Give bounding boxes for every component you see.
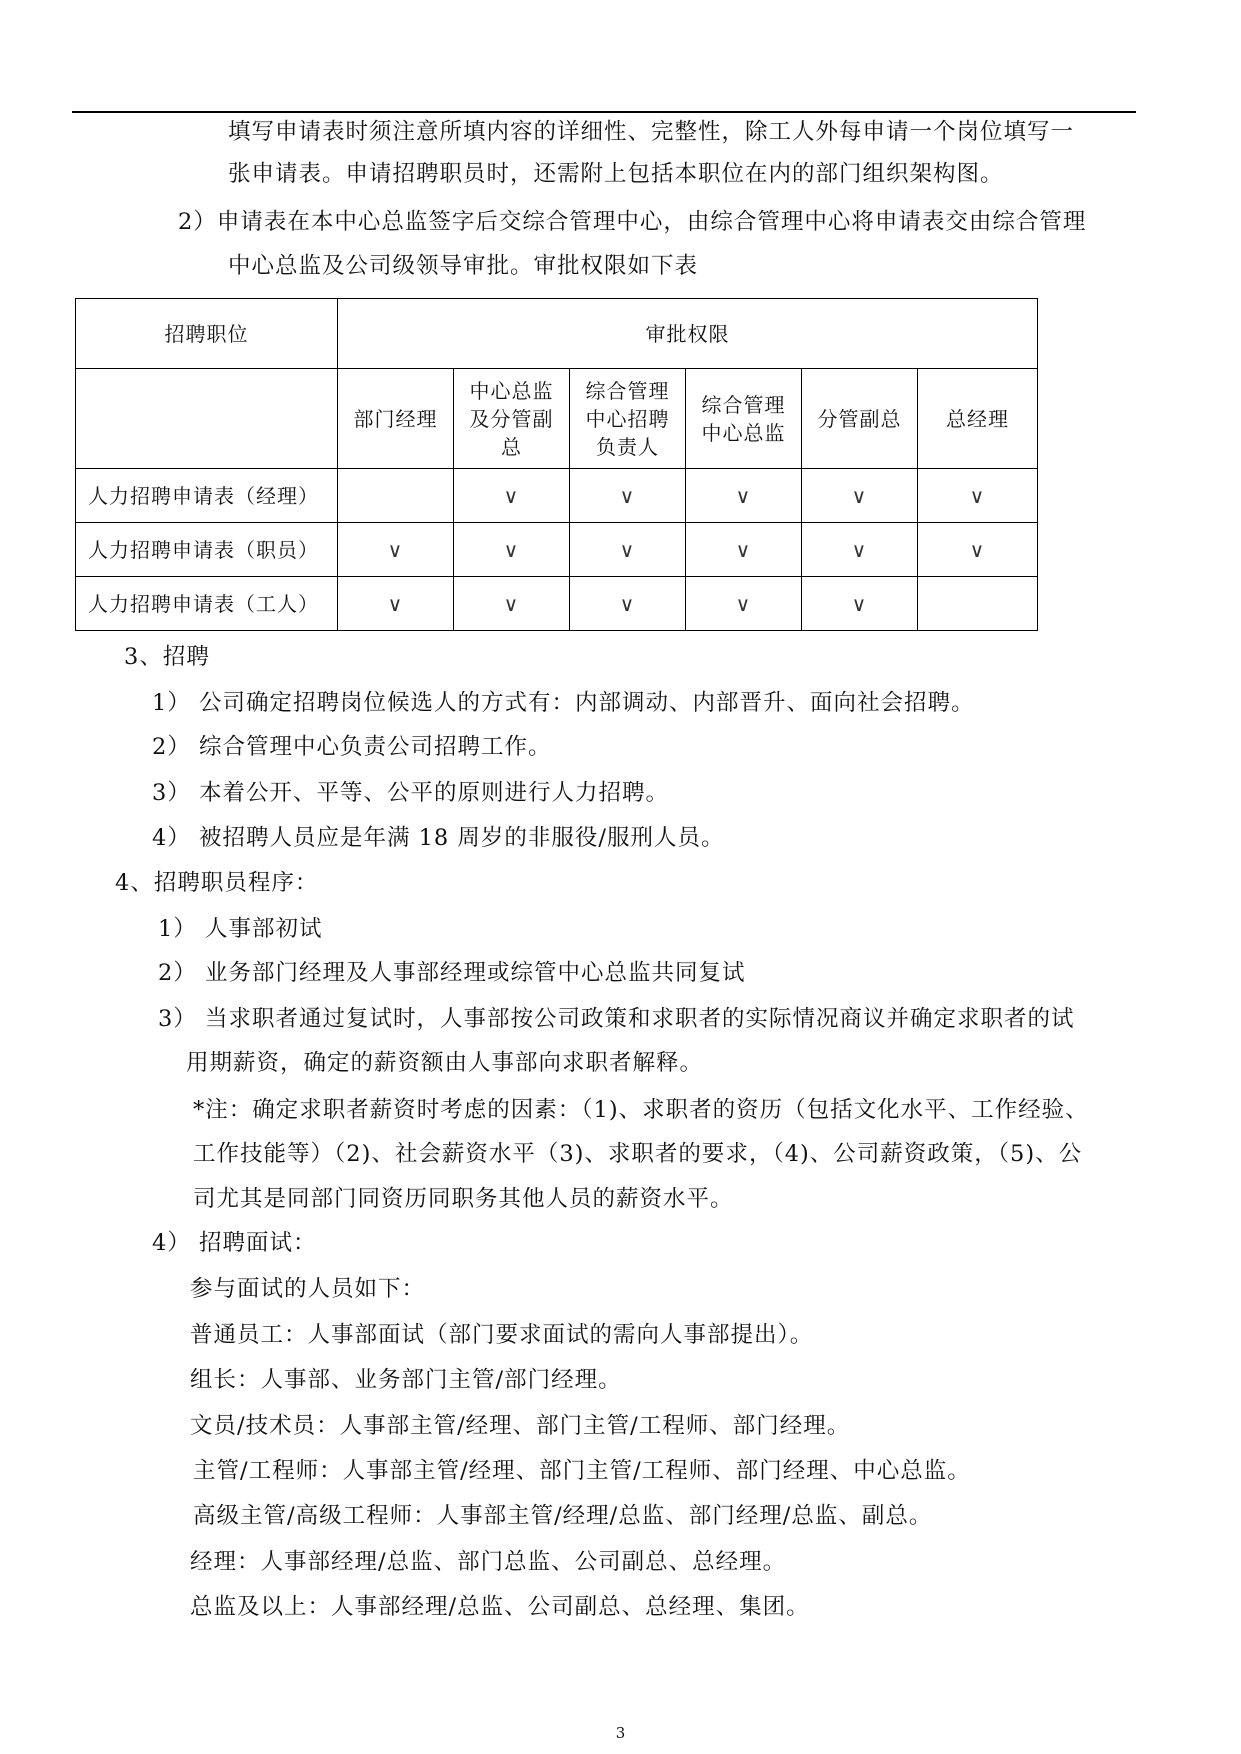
note-line: 司尤其是同部门同资历同职务其他人员的薪资水平。 [193,1186,734,1212]
approval-cell: ∨ [454,469,570,523]
row-label: 人力招聘申请表（职员） [76,523,338,577]
table-row [76,469,1038,523]
column-header: 中心总监 及分管副 总 [454,369,570,469]
page-number: 3 [615,1724,626,1742]
approval-cell: ∨ [802,469,918,523]
approval-cell: ∨ [686,577,802,631]
table-row [76,577,1038,631]
table-empty-cell [76,369,338,469]
section4-item: 4） 招聘面试： [152,1230,317,1256]
section4-item: 1） 人事部初试 [158,916,323,942]
row-label: 人力招聘申请表（经理） [76,469,338,523]
approval-cell: ∨ [686,469,802,523]
approval-cell: ∨ [918,523,1038,577]
section3-title: 3、招聘 [124,644,210,670]
column-header: 综合管理 中心总监 [686,369,802,469]
approval-cell: ∨ [570,577,686,631]
section3-item: 1） 公司确定招聘岗位候选人的方式有：内部调动、内部晋升、面向社会招聘。 [152,690,975,716]
approval-cell: ∨ [918,469,1038,523]
interview-intro: 参与面试的人员如下： [190,1276,426,1302]
p2-line1: 2）申请表在本中心总监签字后交综合管理中心，由综合管理中心将申请表交由综合管理 [178,209,1087,235]
header-rule [72,111,1136,113]
interview-line: 组长：人事部、业务部门主管/部门经理。 [190,1367,622,1393]
table-row [76,523,1038,577]
column-header: 部门经理 [338,369,454,469]
section4-title: 4、招聘职员程序： [115,870,319,896]
p1-line1: 填写申请表时须注意所填内容的详细性、完整性，除工人外每申请一个岗位填写一 [228,119,1075,145]
row-label: 人力招聘申请表（工人） [76,577,338,631]
approval-cell: ∨ [802,577,918,631]
section3-item: 2） 综合管理中心负责公司招聘工作。 [152,734,552,760]
interview-line: 总监及以上：人事部经理/总监、公司副总、总经理、集团。 [190,1594,810,1620]
approval-cell: ∨ [570,523,686,577]
approval-cell: ∨ [338,577,454,631]
table-header-position: 招聘职位 [76,299,338,369]
note-line: *注：确定求职者薪资时考虑的因素：（1)、求职者的资历（包括文化水平、工作经验、 [193,1097,1089,1123]
section4-item: 3） 当求职者通过复试时，人事部按公司政策和求职者的实际情况商议并确定求职者的试 [158,1006,1075,1032]
p2-line2: 中心总监及公司级领导审批。审批权限如下表 [228,253,699,279]
approval-cell [918,577,1038,631]
approval-cell: ∨ [454,523,570,577]
column-header: 综合管理 中心招聘 负责人 [570,369,686,469]
p1-line2: 张申请表。申请招聘职员时，还需附上包括本职位在内的部门组织架构图。 [228,161,1004,187]
approval-cell: ∨ [338,523,454,577]
interview-line: 文员/技术员：人事部主管/经理、部门主管/工程师、部门经理。 [190,1413,851,1439]
section3-item: 4） 被招聘人员应是年满 18 周岁的非服役/服刑人员。 [152,825,725,851]
column-header: 分管副总 [802,369,918,469]
section4-item: 2） 业务部门经理及人事部经理或综管中心总监共同复试 [158,960,746,986]
interview-line: 主管/工程师：人事部主管/经理、部门主管/工程师、部门经理、中心总监。 [193,1458,971,1484]
approval-cell: ∨ [454,577,570,631]
approval-cell: ∨ [570,469,686,523]
section3-item: 3） 本着公开、平等、公平的原则进行人力招聘。 [152,780,669,806]
approval-cell: ∨ [802,523,918,577]
approval-cell [338,469,454,523]
interview-line: 高级主管/高级工程师：人事部主管/经理/总监、部门经理/总监、副总。 [193,1503,933,1529]
column-header: 总经理 [918,369,1038,469]
note-line: 工作技能等）（2)、社会薪资水平（3)、求职者的要求，（4)、公司薪资政策，（5)、公 [193,1141,1083,1167]
approval-table [75,298,1038,631]
section4-item-cont: 用期薪资，确定的薪资额由人事部向求职者解释。 [186,1050,704,1076]
interview-line: 经理：人事部经理/总监、部门总监、公司副总、总经理。 [190,1549,787,1575]
interview-line: 普通员工：人事部面试（部门要求面试的需向人事部提出）。 [190,1322,814,1348]
table-header-authority: 审批权限 [338,299,1038,369]
approval-cell: ∨ [686,523,802,577]
